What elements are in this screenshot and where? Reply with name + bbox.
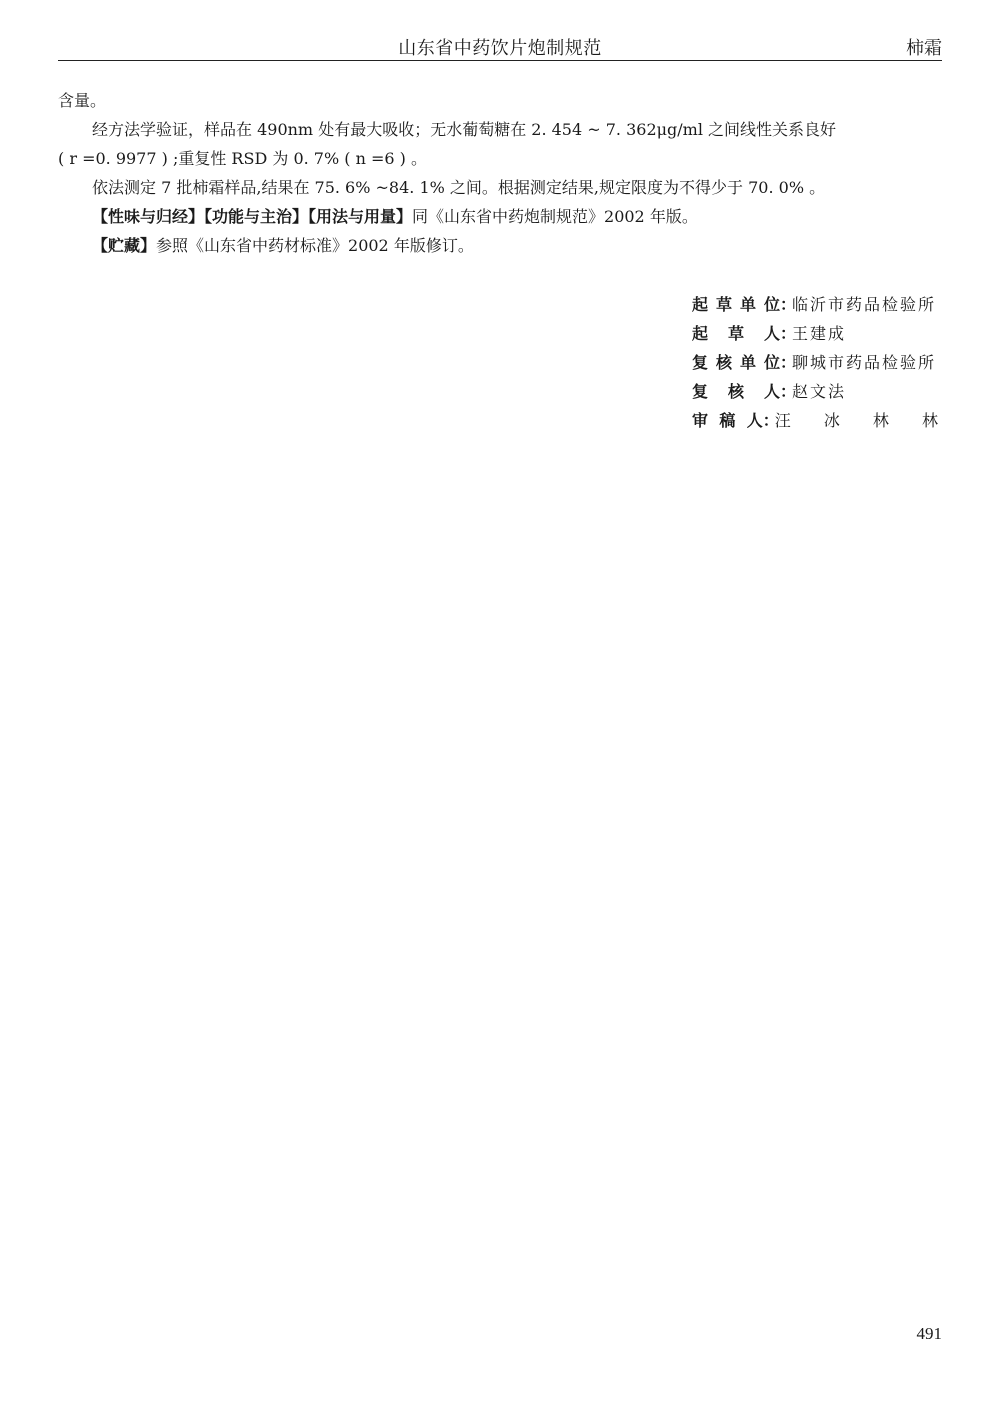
paragraph-properties [58,202,942,231]
credit-colon: ： [780,353,797,372]
credit-label: 复 核 人 [692,382,780,401]
credit-drafter [692,319,952,348]
credit-colon: ： [780,324,797,343]
credit-colon: ： [762,411,779,430]
paragraph-storage [58,231,942,260]
credit-label: 起 草 人 [692,324,780,343]
credit-value: 汪 冰 林 林 [774,411,952,430]
properties-text: 同《山东省中药炮制规范》2002 年版。 [412,207,698,226]
credit-drafting-unit [692,290,952,319]
credits-block [692,290,952,435]
page-header [58,30,942,61]
credit-value: 赵文法 [792,382,847,401]
paragraph-validation-line2: ( r =0. 9977 ) ;重复性 RSD 为 0. 7% ( n =6 ) 。 [58,149,427,168]
credit-label: 起草单位 [692,295,780,314]
properties-heading: 【性味与归经】【功能与主治】【用法与用量】 [92,207,413,226]
paragraph-validation-line1: 经方法学验证，样品在 490nm 处有最大吸收；无水葡萄糖在 2. 454 ~ 7. 362μg/ml 之间线性关系良好 [92,120,837,139]
credit-label: 审 稿 人 [692,411,763,430]
credit-value: 临沂市药品检验所 [792,295,937,314]
book-title: 山东省中药饮片炮制规范 [398,38,602,59]
storage-heading: 【贮藏】 [92,236,157,255]
paragraph-results: 依法测定 7 批柿霜样品,结果在 75. 6% ~84. 1% 之间。根据测定结果,规定限度为不得少于 70. 0% 。 [92,178,826,197]
credit-reviewer [692,377,952,406]
storage-text: 参照《山东省中药材标准》2002 年版修订。 [156,236,474,255]
section-title: 柿霜 [906,38,942,59]
page-number: 491 [916,1324,942,1343]
credit-final-reviewer [692,406,952,435]
credit-label: 复核单位 [692,353,780,372]
credit-colon: ： [780,382,797,401]
credit-colon: ： [780,295,797,314]
credit-value: 聊城市药品检验所 [792,353,937,372]
credit-value: 王建成 [792,324,847,343]
body-text [58,86,942,260]
credit-review-unit [692,348,952,377]
paragraph-content-end: 含量。 [58,91,107,110]
